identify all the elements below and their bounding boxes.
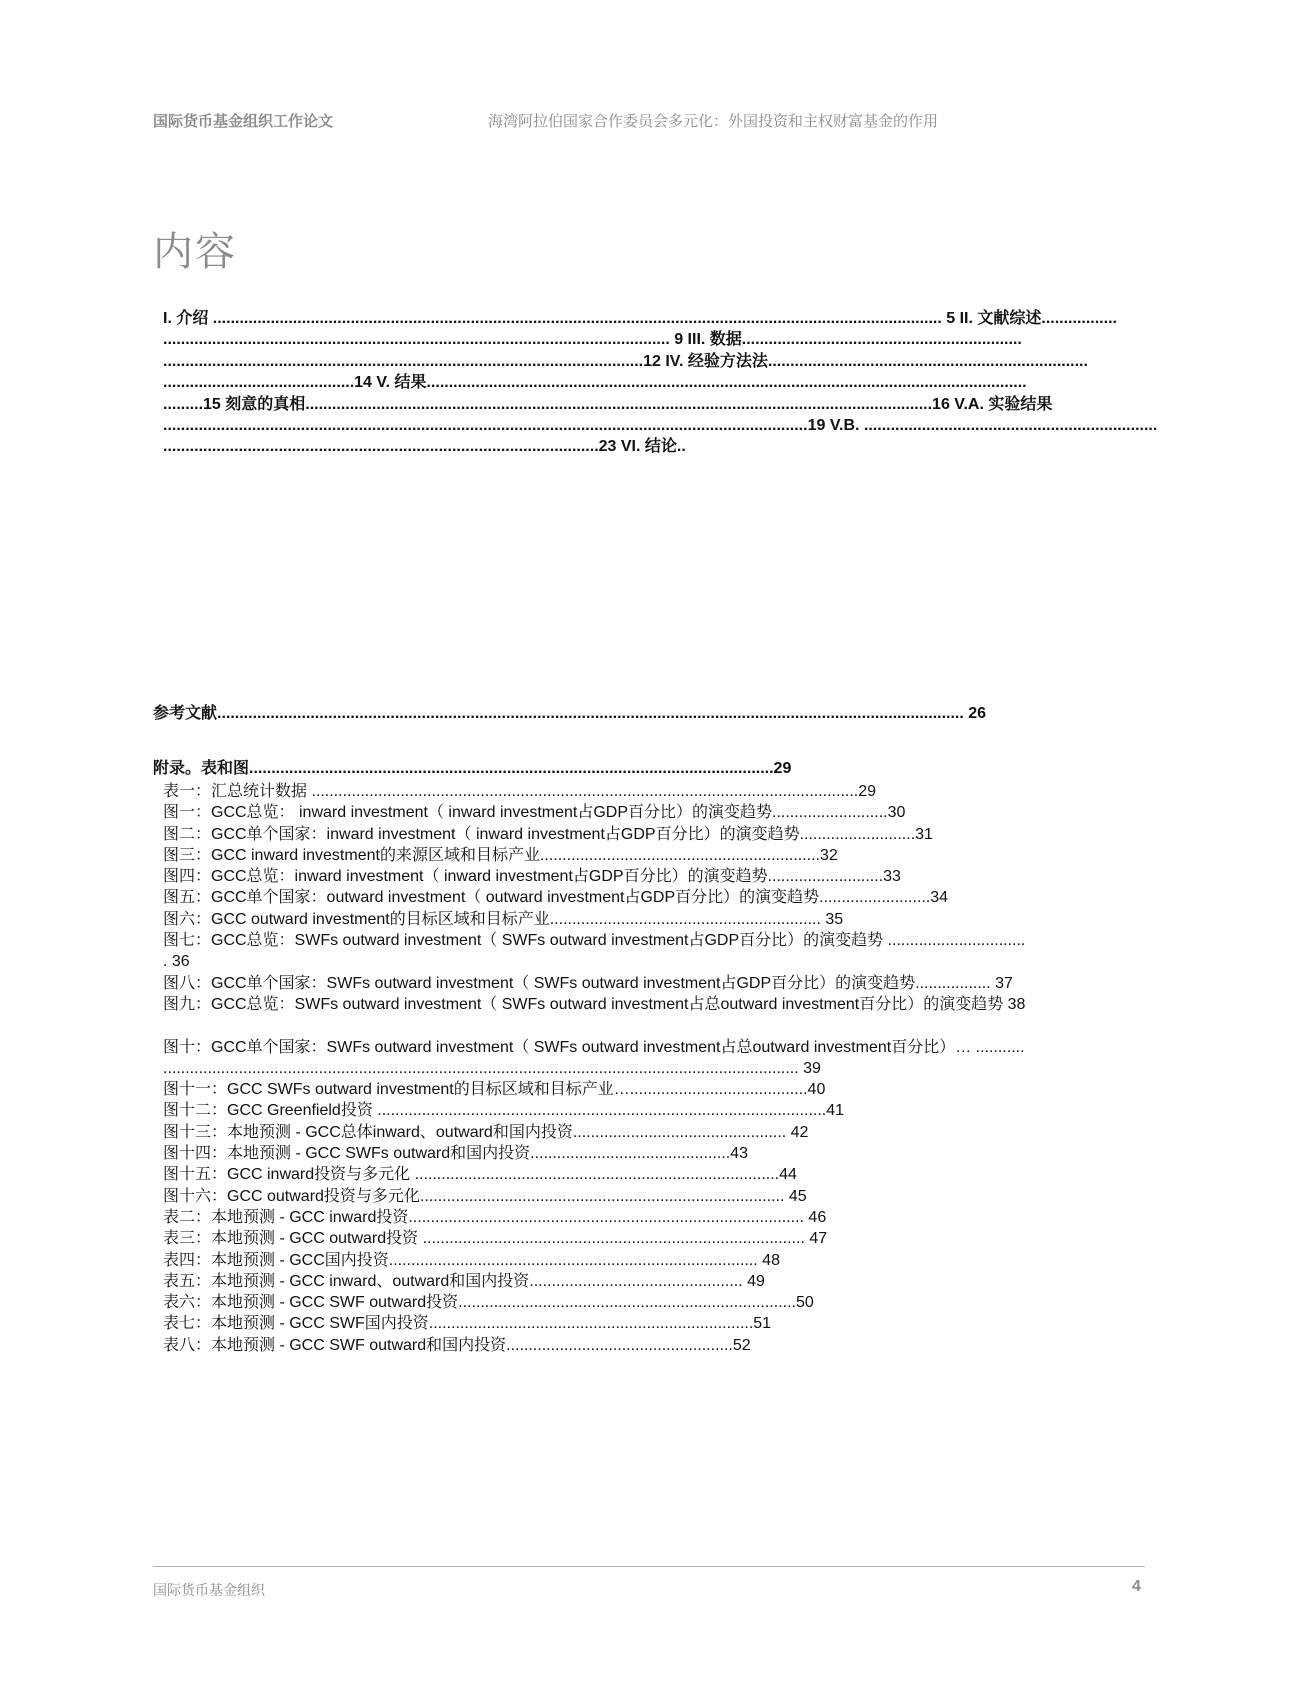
toc-line[interactable]: .................................................................................................................................................19 V.B. .................................................................. [163, 416, 1158, 434]
list-item[interactable]: 图五：GCC单个国家：outward investment（ outward investment占GDP百分比）的演变趋势.........................34 [163, 889, 949, 907]
list-item[interactable]: . 36 [163, 953, 190, 971]
list-item[interactable]: 表五：本地预测 - GCC inward、outward和国内投资................................................ 49 [163, 1272, 765, 1290]
toc-line[interactable]: .................................................................................................................. 9 III. 数据............................................................... [163, 331, 1022, 349]
header-paper-title: 海湾阿拉伯国家合作委员会多元化：外国投资和主权财富基金的作用 [488, 113, 939, 130]
page-number: 4 [1132, 1578, 1141, 1595]
toc-references[interactable]: 参考文献........................................................................................................................................................................ 26 [153, 705, 987, 722]
list-item[interactable]: 表二：本地预测 - GCC inward投资......................................................................................... 46 [163, 1208, 827, 1226]
list-item[interactable]: 表六：本地预测 - GCC SWF outward投资............................................................................50 [163, 1294, 814, 1312]
toc-line[interactable]: I. 介绍 .................................................................................................................................................................... 5 II. 文献综述................. [163, 310, 1117, 327]
list-item[interactable]: 图十一：GCC SWFs outward investment的目标区域和目标产业…........................................40 [163, 1081, 826, 1099]
list-item[interactable]: 图八：GCC单个国家：SWFs outward investment（ SWFs outward investment占GDP百分比）的演变趋势................. 37 [163, 974, 1013, 992]
toc-appendix-heading[interactable]: 附录。表和图......................................................................................................................29 [153, 760, 792, 777]
list-item[interactable]: 图十五：GCC inward投资与多元化 ..................................................................................44 [163, 1166, 797, 1184]
list-item[interactable]: 图三：GCC inward investment的来源区域和目标产业...............................................................32 [163, 846, 838, 864]
list-item[interactable]: 图一：GCC总览： inward investment（ inward investment占GDP百分比）的演变趋势..........................30 [163, 804, 906, 822]
list-item[interactable]: 图十：GCC单个国家：SWFs outward investment（ SWFs outward investment占总outward investment百分比）… ........... [163, 1038, 1025, 1056]
spacer [163, 1015, 1163, 1036]
list-item[interactable]: 图十四：本地预测 - GCC SWFs outward和国内投资.............................................43 [163, 1145, 748, 1163]
list-item[interactable]: 图十六：GCC outward投资与多元化.................................................................................. 45 [163, 1187, 807, 1205]
list-item[interactable]: 图二：GCC单个国家：inward investment（ inward investment占GDP百分比）的演变趋势..........................31 [163, 825, 933, 843]
toc-line[interactable]: .........15 刻意的真相.............................................................................................................................................16 V.A. 实验结果 [163, 395, 1053, 413]
header-series-title: 国际货币基金组织工作论文 [153, 113, 334, 130]
toc-line[interactable]: ..................................................................................................23 VI. 结论.. [163, 438, 686, 456]
list-item[interactable]: 表七：本地预测 - GCC SWF国内投资.........................................................................51 [163, 1315, 772, 1333]
footer-divider [153, 1566, 1145, 1567]
list-item[interactable]: 图十三：本地预测 - GCC总体inward、outward和国内投资................................................ 42 [163, 1123, 809, 1141]
toc-main-sections [163, 308, 1163, 458]
list-item[interactable]: 图九：GCC总览：SWFs outward investment（ SWFs outward investment占总outward investment百分比）的演变趋势 38 [163, 995, 1026, 1013]
list-item[interactable]: 表三：本地预测 - GCC outward投资 ...................................................................................... 47 [163, 1230, 828, 1248]
list-item[interactable]: 表八：本地预测 - GCC SWF outward和国内投资...................................................52 [163, 1336, 751, 1354]
appendix-list [163, 781, 1163, 1356]
list-item[interactable]: 表四：本地预测 - GCC国内投资................................................................................... 48 [163, 1251, 780, 1269]
toc-line[interactable]: ............................................................................................................12 IV. 经验方法法........................................................................ [163, 352, 1088, 370]
list-item[interactable]: 表一：汇总统计数据 ...........................................................................................................................29 [163, 783, 877, 800]
page-title: 内容 [153, 230, 237, 274]
list-item[interactable]: 图十二：GCC Greenfield投资 .....................................................................................................41 [163, 1102, 845, 1120]
list-item[interactable]: 图六：GCC outward investment的目标区域和目标产业............................................................. 35 [163, 910, 844, 928]
footer-organization: 国际货币基金组织 [153, 1582, 265, 1598]
toc-line[interactable]: ...........................................14 V. 结果....................................................................................................................................... [163, 374, 1027, 392]
list-item[interactable]: 图四：GCC总览：inward investment（ inward investment占GDP百分比）的演变趋势..........................33 [163, 868, 901, 886]
list-item[interactable]: ............................................................................................................................................... 39 [163, 1059, 821, 1077]
list-item[interactable]: 图七：GCC总览：SWFs outward investment（ SWFs outward investment占GDP百分比）的演变趋势 ............................... [163, 932, 1026, 950]
